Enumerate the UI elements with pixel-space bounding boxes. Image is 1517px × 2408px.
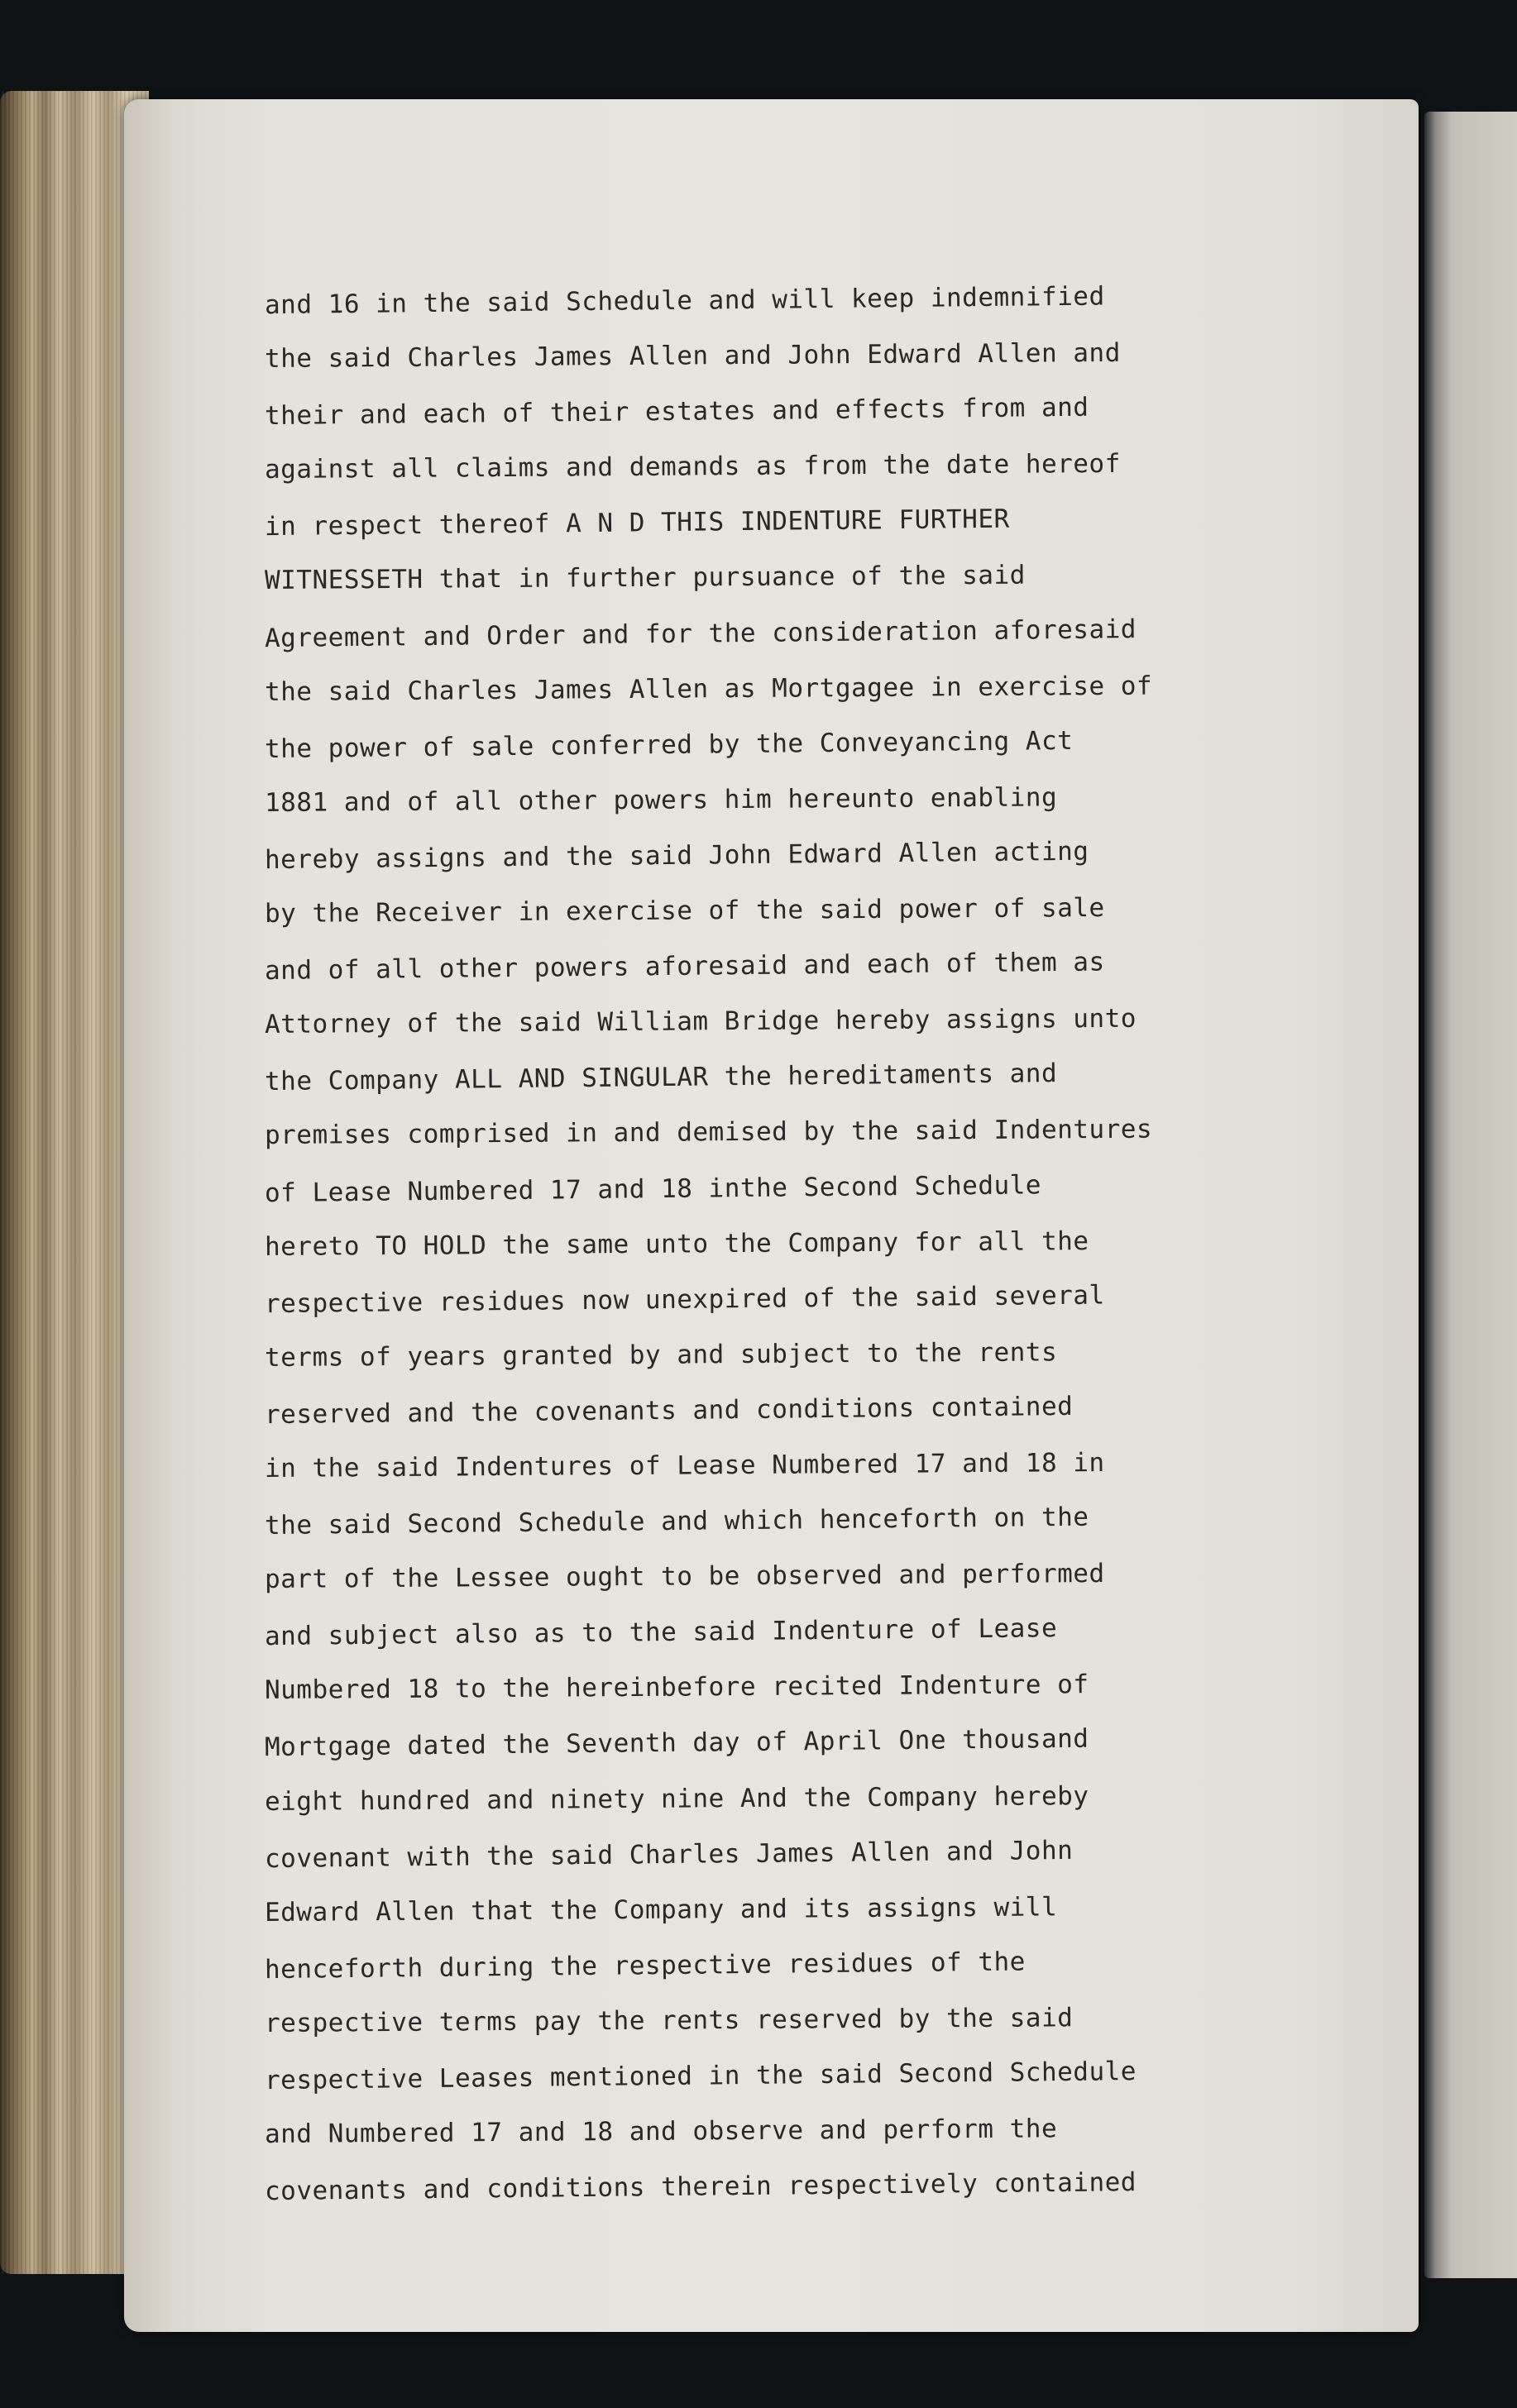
text-line: Agreement and Order and for the consideration aforesaid	[264, 614, 1137, 653]
text-line: part of the Lessee ought to be observed and performed	[264, 1559, 1105, 1595]
text-line: covenant with the said Charles James Allen and John	[264, 1835, 1074, 1874]
typed-text-body	[265, 273, 1224, 2214]
text-line: premises comprised in and demised by the said Indentures	[264, 1114, 1153, 1151]
text-line: WITNESSETH that in further pursuance of the said	[264, 561, 1026, 596]
next-page-edge	[1424, 112, 1517, 2278]
text-line: respective residues now unexpired of the said several	[264, 1280, 1105, 1319]
text-line: their and each of their estates and effects from and	[264, 392, 1089, 432]
text-line: Numbered 18 to the hereinbefore recited Indenture of	[264, 1670, 1089, 1706]
text-line: the said Second Schedule and which henceforth on the	[264, 1502, 1089, 1541]
text-line: in respect thereof A N D THIS INDENTURE FURTHER	[264, 504, 1010, 542]
text-line: in the said Indentures of Lease Numbered 17 and 18 in	[264, 1447, 1105, 1484]
text-line: the said Charles James Allen as Mortgagee in exercise of	[264, 671, 1153, 707]
text-line: respective terms pay the rents reserved by the said	[264, 2003, 1074, 2038]
text-line: hereto TO HOLD the same unto the Company for all the	[264, 1226, 1089, 1262]
text-line: eight hundred and ninety nine And the Company hereby	[264, 1780, 1089, 1817]
text-line: against all claims and demands as from the date hereof	[264, 449, 1121, 485]
text-line: respective Leases mentioned in the said Second Schedule	[264, 2057, 1137, 2096]
text-line: Attorney of the said William Bridge hereby assigns unto	[264, 1003, 1137, 1040]
text-line: and 16 in the said Schedule and will keep indemnified	[264, 281, 1105, 321]
text-line: and of all other powers aforesaid and each of them as	[264, 947, 1105, 987]
text-line: Mortgage dated the Seventh day of April One thousand	[264, 1724, 1089, 1763]
text-line: and subject also as to the said Indenture of Lease	[264, 1613, 1058, 1652]
text-line: reserved and the covenants and conditions contained	[264, 1391, 1074, 1430]
text-line: the said Charles James Allen and John Edward Allen and	[264, 337, 1121, 375]
text-line: covenants and conditions therein respectively contained	[264, 2167, 1137, 2207]
text-line: of Lease Numbered 17 and 18 inthe Second Schedule	[264, 1169, 1042, 1208]
text-line: by the Receiver in exercise of the said power of sale	[264, 892, 1105, 929]
text-line: 1881 and of all other powers him hereunto enabling	[264, 782, 1058, 818]
text-line: the power of sale conferred by the Conveyancing Act	[264, 725, 1074, 764]
text-line: the Company ALL AND SINGULAR the hereditaments and	[264, 1058, 1058, 1097]
text-line: hereby assigns and the said John Edward Allen acting	[264, 836, 1089, 876]
text-line: and Numbered 17 and 18 and observe and perform the	[264, 2114, 1058, 2150]
text-line: henceforth during the respective residues of the	[264, 1947, 1026, 1985]
text-line: terms of years granted by and subject to the rents	[264, 1337, 1058, 1373]
text-line: Edward Allen that the Company and its assigns will	[264, 1892, 1058, 1928]
